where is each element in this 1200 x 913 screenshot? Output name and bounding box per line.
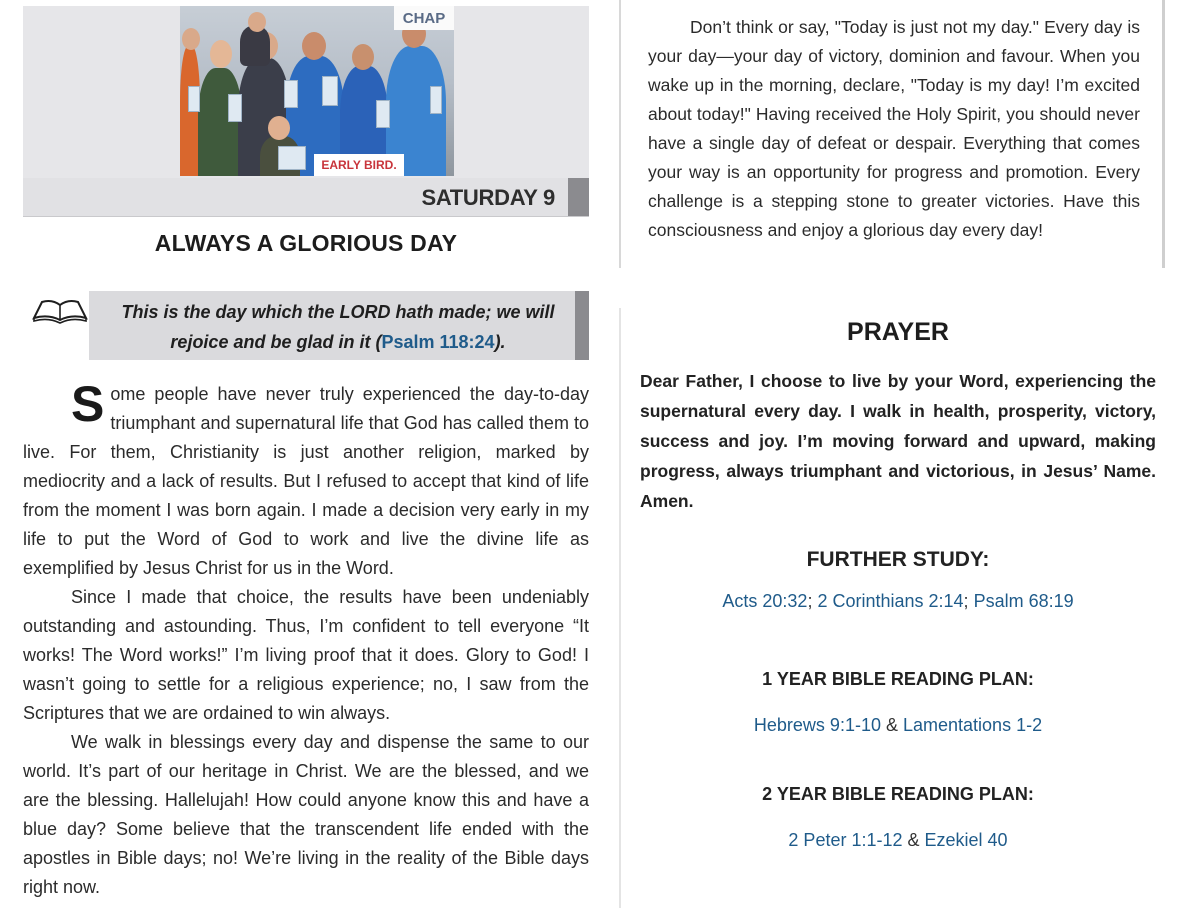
body-paragraph-3: We walk in blessings every day and dispense the same to our world. It’s part of our heritage in Christ. We are the blessed, and we are the blessing. Hallelujah! How could anyone know this and have a blue day? Some believe that the transcendent life ended with the apostles in Bible days; no! We’re living in the reality of the Bible days right now. [23, 732, 589, 897]
continued-body [648, 13, 1140, 245]
scripture-line-1: This is the day which the LORD hath made; we will [121, 302, 555, 322]
one-year-plan-link-lamentations[interactable]: Lamentations 1-2 [903, 715, 1043, 735]
further-study-sep-1: ; [807, 591, 818, 611]
further-study-link-corinthians[interactable]: 2 Corinthians 2:14 [817, 591, 964, 611]
further-study-heading: FURTHER STUDY: [806, 548, 990, 571]
page-title: ALWAYS A GLORIOUS DAY [154, 230, 458, 256]
one-year-plan-amp: & [880, 715, 903, 735]
scripture-reference-link[interactable]: Psalm 118:24 [381, 332, 495, 352]
drop-cap: S [71, 376, 105, 432]
column-divider-bottom [619, 308, 621, 908]
group-photo [180, 6, 454, 176]
prayer-text: Dear Father, I choose to live by your Word, experiencing the supernatural every day. I walk in health, prosperity, victory, success and joy. I’m moving forward and upward, making progress, always triumphant and victorious, in Jesus’ Name. Amen. [640, 371, 1156, 511]
one-year-plan-refs [640, 715, 1156, 736]
scripture-line-2-end: ). [494, 332, 506, 352]
two-year-plan-link-peter[interactable]: 2 Peter 1:1-12 [788, 830, 903, 850]
two-year-plan-heading: 2 YEAR BIBLE READING PLAN: [762, 784, 1034, 804]
photo-sign-top: CHAP [394, 6, 454, 30]
body-paragraph-1-text: ome people have never truly experienced the day-to-day triumphant and supernatural life that God has called them to live. For them, Christianity is just another religion, marked by mediocrity and a lack of results. But I refused to accept that kind of life from the moment I was born again. I made a decision very early in my life to put the Word of God to work and live the divine life as exemplified by Jesus Christ for us in the Word. [23, 384, 589, 578]
prayer-heading: PRAYER [847, 318, 949, 346]
further-study-link-acts[interactable]: Acts 20:32 [722, 591, 808, 611]
scripture-box-accent [575, 291, 589, 360]
body-paragraph-1 [23, 376, 589, 583]
two-year-plan-link-ezekiel[interactable]: Ezekiel 40 [924, 830, 1008, 850]
open-bible-icon [32, 296, 88, 324]
column-divider-top [619, 0, 621, 268]
one-year-plan-link-hebrews[interactable]: Hebrews 9:1-10 [753, 715, 881, 735]
further-study-refs [640, 591, 1156, 612]
photo-sign-early-bird: EARLY BIRD. [314, 154, 404, 176]
right-edge-divider [1162, 0, 1165, 268]
scripture-line-2: rejoice and be glad in it ( [170, 332, 382, 352]
further-study-link-psalm[interactable]: Psalm 68:19 [973, 591, 1074, 611]
two-year-plan-amp: & [902, 830, 925, 850]
devotional-date: SATURDAY 9 [421, 185, 555, 210]
further-study-sep-2: ; [963, 591, 974, 611]
devotional-body [23, 376, 589, 902]
continued-paragraph: Don’t think or say, "Today is just not my day." Every day is your day—your day of victory, dominion and favour. When you wake up in the morning, declare, "Today is my day! I’m excited about today!" Having received the Holy Spirit, you should never have a single day of defeat or despair. Everything that comes your way is an opportunity for progress and promotion. Every challenge is a stepping stone to greater victories. Have this consciousness and enjoy a glorious day every day! [648, 17, 1140, 240]
body-paragraph-2: Since I made that choice, the results have been undeniably outstanding and astounding. Thus, I’m confident to tell everyone “It works! The Word works!” I’m living proof that it does. Glory to God! I wasn’t going to settle for a religious experience; no, I saw from the Scriptures that we are ordained to win always. [23, 587, 589, 723]
two-year-plan-refs [640, 830, 1156, 851]
one-year-plan-heading: 1 YEAR BIBLE READING PLAN: [762, 669, 1034, 689]
date-bar-accent [568, 178, 589, 216]
scripture-quote [108, 297, 568, 357]
